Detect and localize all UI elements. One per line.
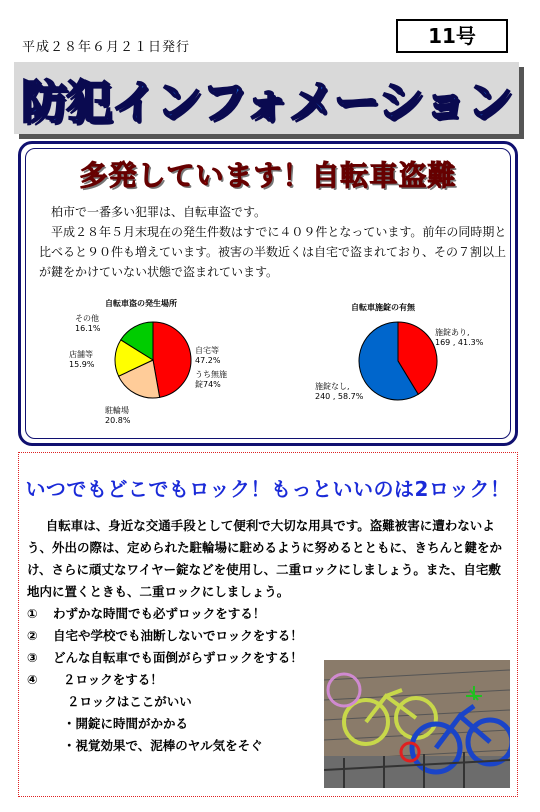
bicycle-parking-illustration bbox=[324, 660, 510, 788]
chart1-annotation: うち無施 錠74% bbox=[195, 370, 227, 389]
chart2-title: 自転車施錠の有無 bbox=[351, 303, 415, 312]
section1-para-2: 平成２８年５月末現在の発生件数はすでに４０９件となっています。前年の同時期と比べると９０件も増えています。被害の半数近くは自宅で盗まれており、その７割以上が鍵をかけていない状態で盗まれています。 bbox=[39, 225, 507, 279]
chart2-label-locked: 施錠あり, 169 , 41.3% bbox=[435, 328, 484, 347]
list-item: ① わずかな時間でも必ずロックをする！ bbox=[27, 606, 266, 621]
sub-item: ・視覚効果で、泥棒のヤル気をそぐ bbox=[63, 738, 263, 753]
section2-title: いつでもどこでもロック！もっといいのは2ロック！ bbox=[25, 477, 511, 501]
chart1-title: 自転車盗の発生場所 bbox=[105, 299, 177, 308]
sub-item: ２ロックはここがいい bbox=[67, 694, 192, 709]
location-pie-chart bbox=[113, 320, 193, 400]
sub-item: ・開錠に時間がかかる bbox=[63, 716, 189, 731]
section1-text bbox=[39, 202, 509, 282]
banner-title: 防犯インフォメーション bbox=[21, 75, 512, 129]
section1-title: 多発しています！自転車盗難 bbox=[79, 159, 457, 192]
bicycle-theft-section bbox=[18, 141, 518, 446]
section1-para-1: 柏市で一番多い犯罪は、自転車盗です。 bbox=[51, 205, 267, 219]
title-banner bbox=[14, 62, 519, 134]
issue-date: 平成２８年６月２１日発行 bbox=[22, 40, 191, 55]
chart2-label-unlocked: 施錠なし, 240 , 58.7% bbox=[315, 382, 364, 401]
lock-pie-chart bbox=[357, 320, 439, 402]
chart1-label-other: その他 16.1% bbox=[75, 314, 101, 333]
chart1-label-store: 店舗等 15.9% bbox=[69, 350, 95, 369]
list-item: ② 自宅や学校でも油断しないでロックをする！ bbox=[27, 628, 303, 643]
list-item: ③ どんな自転車でも面倒がらずロックをする！ bbox=[27, 650, 303, 665]
chart1-label-home: 自宅等 47.2% bbox=[195, 346, 221, 365]
chart1-label-parking: 駐輪場 20.8% bbox=[105, 406, 131, 425]
issue-number-box: 11号 bbox=[396, 19, 508, 53]
section2-lead: 自転車は、身近な交通手段として便利で大切な用具です。盗難被害に遭わないよう、外出の際は、定められた駐輪場に駐めるように努めるとともに、きちんと鍵をかけ、さらに頑丈なワイヤー錠などを使用し、二重ロックにしましょう。また、自宅敷地内に置くときも、二重ロックにしましょう。 bbox=[27, 518, 503, 599]
list-item: ④ ２ロックをする！ bbox=[27, 672, 163, 687]
pie-slice-home bbox=[153, 322, 191, 397]
